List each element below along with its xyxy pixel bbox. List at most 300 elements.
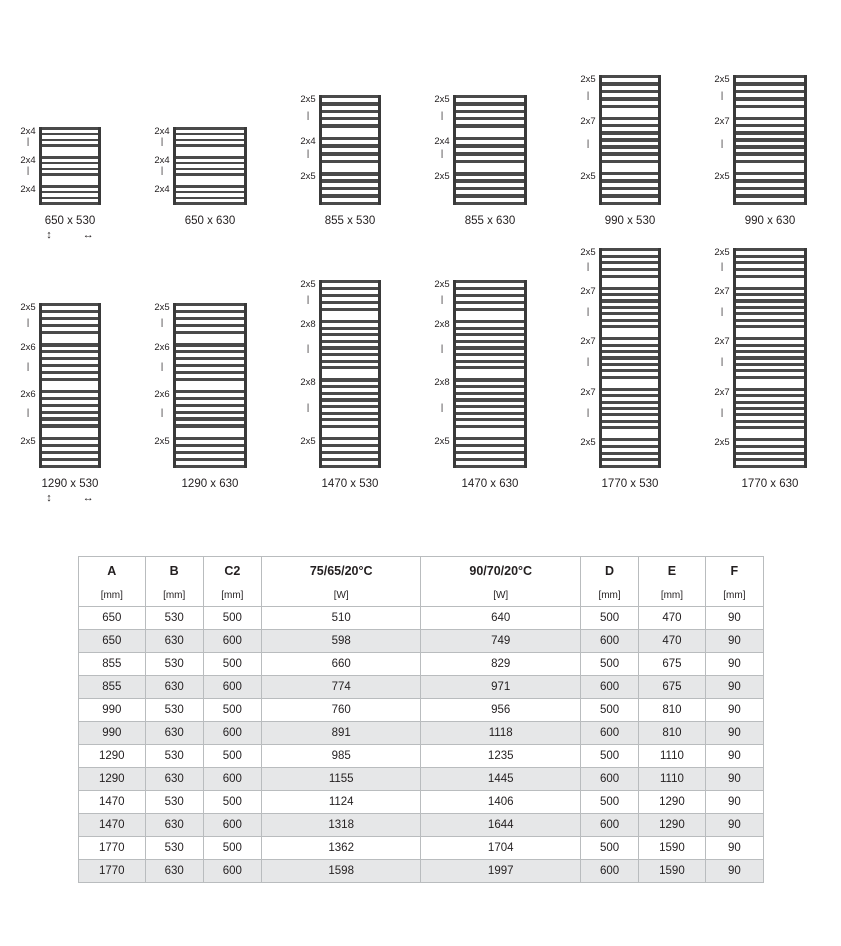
radiator-tube — [42, 185, 98, 188]
section-label-text: 2x7 — [580, 115, 596, 127]
section-divider-tick: | — [440, 148, 444, 159]
radiator-section-gap — [176, 334, 244, 343]
radiator-figure — [154, 302, 247, 468]
radiator-section-gap — [602, 429, 658, 438]
radiator-tube — [176, 378, 244, 381]
radiator-size-caption: 1770 x 530 — [601, 478, 659, 490]
section-divider-tick: | — [160, 317, 164, 328]
section-divider-tick: | — [26, 164, 30, 175]
radiator-tube — [602, 452, 658, 455]
radiator-tube — [42, 324, 98, 327]
table-cell: 90 — [705, 607, 763, 630]
section-label — [430, 172, 454, 205]
radiator-tube — [736, 261, 804, 264]
radiator-tube — [322, 465, 378, 468]
section-label — [576, 117, 600, 172]
table-cell: 90 — [705, 791, 763, 814]
radiator-tube — [42, 343, 98, 346]
table-cell: 1997 — [421, 860, 581, 883]
table-cell: 90 — [705, 722, 763, 745]
radiator-tube — [602, 261, 658, 264]
radiator-tube — [42, 465, 98, 468]
radiator-tube — [602, 350, 658, 353]
radiator-tube — [456, 465, 524, 468]
section-label — [576, 438, 600, 468]
radiator-section — [602, 248, 658, 278]
section-label — [710, 75, 734, 117]
radiator-section-gap — [176, 428, 244, 437]
section-label-text: 2x5 — [580, 171, 596, 183]
table-column-unit: [mm] — [639, 585, 706, 607]
radiator-tube — [456, 294, 524, 297]
radiator-section-gap — [322, 128, 378, 137]
radiator-drawing — [714, 247, 807, 468]
radiator-tube — [736, 445, 804, 448]
table-cell: 500 — [203, 699, 261, 722]
table-cell: 1290 — [79, 768, 146, 791]
radiator-tube — [322, 194, 378, 197]
radiator-section — [602, 172, 658, 205]
table-cell: 600 — [203, 814, 261, 837]
radiator-tube — [176, 168, 244, 171]
radiator-section-gap — [456, 128, 524, 137]
radiator-frame — [154, 126, 247, 205]
table-cell: 600 — [203, 768, 261, 791]
radiator-tube — [42, 437, 98, 440]
radiator-tube — [736, 438, 804, 441]
radiator-section-gap — [456, 311, 524, 320]
section-divider-tick: | — [306, 293, 310, 304]
table-cell: 630 — [145, 814, 203, 837]
radiator-tube — [736, 401, 804, 404]
radiator-tube — [322, 327, 378, 330]
table-cell: 810 — [639, 699, 706, 722]
section-label-text: 2x4 — [20, 126, 36, 137]
radiator-variant — [560, 55, 700, 242]
radiator-tube — [42, 397, 98, 400]
radiator-tube — [602, 401, 658, 404]
radiator-tube — [42, 191, 98, 194]
section-divider-tick: | — [26, 317, 30, 328]
section-divider-tick: | — [586, 356, 590, 367]
radiator-tube — [42, 424, 98, 427]
radiator-section-gap — [736, 108, 804, 117]
table-column-unit: [mm] — [580, 585, 638, 607]
radiator-tube — [456, 187, 524, 190]
radiator-tube — [736, 312, 804, 315]
radiator-tube — [322, 425, 378, 428]
radiator-tube — [602, 152, 658, 155]
table-cell: 774 — [261, 676, 421, 699]
radiator-tube — [42, 451, 98, 454]
radiator-tube — [322, 451, 378, 454]
radiator-size-caption: 1470 x 630 — [461, 478, 519, 490]
radiator-tube — [42, 168, 98, 171]
radiator-tube — [736, 97, 804, 100]
radiator-tube — [42, 133, 98, 136]
radiator-tube — [322, 179, 378, 182]
section-divider-tick: | — [306, 148, 310, 159]
section-label — [430, 95, 454, 137]
radiator-tube — [736, 202, 804, 205]
radiator-tube — [456, 308, 524, 311]
radiator-tube — [322, 333, 378, 336]
radiator-tube — [736, 124, 804, 127]
radiator-drawing — [154, 55, 247, 205]
section-label — [710, 388, 734, 439]
section-label — [710, 337, 734, 388]
table-cell: 600 — [580, 630, 638, 653]
radiator-section — [176, 390, 244, 428]
section-label-text: 2x5 — [154, 435, 170, 447]
radiator-section — [176, 437, 244, 468]
radiator-tube — [602, 312, 658, 315]
radiator-tube — [322, 117, 378, 120]
radiator-tube — [176, 417, 244, 420]
radiator-tube — [456, 124, 524, 127]
section-label-text: 2x8 — [300, 318, 316, 330]
radiator-tube — [176, 444, 244, 447]
table-cell: 640 — [421, 607, 581, 630]
radiator-tube — [602, 426, 658, 429]
radiator-tube — [602, 344, 658, 347]
table-cell: 500 — [203, 745, 261, 768]
radiator-size-caption: 650 x 530 — [44, 215, 96, 227]
radiator-tube — [176, 127, 244, 130]
section-label-text: 2x5 — [714, 74, 730, 85]
radiator-tube — [322, 444, 378, 447]
table-column-header: F — [705, 557, 763, 585]
radiator-section — [456, 378, 524, 428]
table-cell: 660 — [261, 653, 421, 676]
radiator-section-gap — [456, 163, 524, 172]
table-cell: 891 — [261, 722, 421, 745]
radiator-variant — [280, 55, 420, 242]
section-divider-tick: | — [586, 89, 590, 100]
radiator-figure — [580, 74, 661, 205]
dimension-arrows-icon: ↕ ↔ — [46, 492, 108, 504]
radiator-tube — [456, 320, 524, 323]
table-cell: 956 — [421, 699, 581, 722]
radiator-section — [176, 185, 244, 205]
radiator-figure — [714, 74, 807, 205]
table-cell: 90 — [705, 837, 763, 860]
section-divider-tick: | — [720, 305, 724, 316]
radiator-section — [456, 137, 524, 163]
radiator-tube — [602, 306, 658, 309]
radiator-tube — [456, 110, 524, 113]
table-cell: 1235 — [421, 745, 581, 768]
radiator-tube — [736, 356, 804, 359]
section-divider-tick: | — [720, 356, 724, 367]
radiator-figure — [20, 126, 101, 205]
section-label-text: 2x7 — [580, 386, 596, 398]
radiator-tube — [736, 337, 804, 340]
section-divider-tick: | — [306, 109, 310, 120]
section-labels — [576, 75, 600, 205]
radiator-tube — [456, 137, 524, 140]
table-cell: 630 — [145, 860, 203, 883]
section-label-text: 2x5 — [714, 437, 730, 449]
table-cell: 1406 — [421, 791, 581, 814]
radiator-tube — [456, 392, 524, 395]
radiator-section-gap — [322, 369, 378, 378]
radiator-tube — [456, 366, 524, 369]
section-divider-tick: | — [160, 407, 164, 418]
dimension-arrows-icon: ↕ ↔ — [46, 229, 108, 241]
table-cell: 530 — [145, 699, 203, 722]
section-label — [150, 437, 174, 468]
radiator-tube — [456, 95, 524, 98]
radiator-variant — [0, 248, 140, 505]
table-cell: 1290 — [639, 791, 706, 814]
radiator-tube — [736, 275, 804, 278]
table-cell: 530 — [145, 653, 203, 676]
radiator-tube — [42, 127, 98, 130]
radiator-tube — [736, 131, 804, 134]
radiator-tube — [42, 417, 98, 420]
radiator-tube — [602, 363, 658, 366]
radiator-section-gap — [322, 428, 378, 437]
radiator-tube — [736, 452, 804, 455]
radiator-tube — [736, 350, 804, 353]
radiator-tube — [176, 357, 244, 360]
section-label-text: 2x5 — [434, 279, 450, 290]
radiator-tube — [176, 390, 244, 393]
radiator-section — [736, 287, 804, 329]
radiator-tube — [602, 445, 658, 448]
radiator-figure — [300, 279, 381, 468]
radiator-section — [736, 172, 804, 205]
table-column-header: E — [639, 557, 706, 585]
section-divider-tick: | — [720, 89, 724, 100]
table-cell: 971 — [421, 676, 581, 699]
radiator-tube — [736, 376, 804, 379]
section-label — [296, 95, 320, 137]
radiator-tube — [42, 350, 98, 353]
radiator-tube — [602, 97, 658, 100]
section-label — [576, 287, 600, 338]
radiator-tube — [456, 412, 524, 415]
table-column-unit: [W] — [421, 585, 581, 607]
section-label — [296, 172, 320, 205]
radiator-tube — [176, 310, 244, 313]
radiator-tube — [176, 317, 244, 320]
radiator-variant — [280, 248, 420, 505]
table-cell: 650 — [79, 607, 146, 630]
section-label — [430, 320, 454, 379]
radiator-tube — [602, 202, 658, 205]
radiator-drawing — [580, 247, 661, 468]
section-label-text: 2x5 — [434, 171, 450, 183]
section-divider-tick: | — [26, 135, 30, 146]
table-row — [79, 837, 764, 860]
radiator-tube — [736, 179, 804, 182]
radiator-tube — [602, 465, 658, 468]
table-cell: 749 — [421, 630, 581, 653]
section-label — [16, 437, 40, 468]
radiator-tube — [322, 152, 378, 155]
radiator-section — [42, 437, 98, 468]
radiator-section-gap — [736, 163, 804, 172]
radiator-tube — [322, 137, 378, 140]
radiator-tube — [322, 437, 378, 440]
radiator-tube — [602, 179, 658, 182]
table-cell: 500 — [580, 607, 638, 630]
section-divider-tick: | — [26, 360, 30, 371]
table-row — [79, 745, 764, 768]
radiator-tube — [176, 397, 244, 400]
radiator-tube — [322, 110, 378, 113]
section-label-text: 2x5 — [714, 171, 730, 183]
section-divider-tick: | — [26, 407, 30, 418]
radiator-section — [322, 320, 378, 370]
radiator-section-gap — [42, 147, 98, 156]
table-cell: 90 — [705, 745, 763, 768]
radiator-tube — [736, 145, 804, 148]
radiator-tube — [736, 187, 804, 190]
radiator-figure — [154, 126, 247, 205]
radiator-tube — [736, 172, 804, 175]
radiator-size-caption: 1290 x 630 — [181, 478, 239, 490]
radiator-tube — [736, 75, 804, 78]
radiator-tube — [176, 156, 244, 159]
radiator-tube — [736, 344, 804, 347]
radiator-tube — [42, 197, 98, 200]
radiator-section — [456, 172, 524, 205]
radiator-tube — [322, 187, 378, 190]
radiator-tube — [602, 319, 658, 322]
radiator-tube — [602, 124, 658, 127]
radiator-tube — [42, 156, 98, 159]
radiator-tube — [456, 451, 524, 454]
radiator-tube — [456, 444, 524, 447]
section-label-text: 2x5 — [580, 247, 596, 258]
radiator-tube — [602, 268, 658, 271]
section-divider-tick: | — [586, 138, 590, 149]
table-cell: 500 — [203, 653, 261, 676]
radiator-tube — [322, 294, 378, 297]
radiator-tube — [456, 327, 524, 330]
radiator-tube — [736, 407, 804, 410]
radiator-tube — [456, 287, 524, 290]
section-divider-tick: | — [586, 261, 590, 272]
table-column-header: A — [79, 557, 146, 585]
radiator-tube — [602, 275, 658, 278]
radiator-section — [602, 388, 658, 430]
radiator-section — [42, 156, 98, 176]
radiator-tube — [602, 105, 658, 108]
table-column-header: D — [580, 557, 638, 585]
radiator-tube — [736, 319, 804, 322]
table-cell: 1155 — [261, 768, 421, 791]
radiator-tube — [736, 426, 804, 429]
radiator-section — [42, 390, 98, 428]
radiator-tube — [602, 458, 658, 461]
radiator-tube — [456, 301, 524, 304]
radiator-tube — [602, 413, 658, 416]
radiator-drawing — [580, 55, 661, 205]
radiator-tube — [602, 420, 658, 423]
radiator-section — [456, 95, 524, 128]
radiator-tube — [322, 124, 378, 127]
section-label-text: 2x7 — [714, 386, 730, 398]
radiator-tube — [42, 310, 98, 313]
radiator-tube — [602, 293, 658, 296]
table-cell: 500 — [580, 791, 638, 814]
radiator-tube — [736, 117, 804, 120]
section-label — [430, 137, 454, 172]
radiator-tube — [176, 303, 244, 306]
section-label-text: 2x5 — [300, 94, 316, 105]
radiator-figure — [580, 247, 661, 468]
radiator-drawing — [154, 248, 247, 468]
radiator-tube — [456, 202, 524, 205]
radiator-section — [322, 280, 378, 311]
radiator-tube — [736, 293, 804, 296]
radiator-tube — [176, 350, 244, 353]
section-label-text: 2x5 — [300, 171, 316, 183]
radiator-tube — [736, 388, 804, 391]
radiator-tube — [42, 144, 98, 147]
radiator-tube — [736, 160, 804, 163]
table-cell: 600 — [580, 768, 638, 791]
table-cell: 1362 — [261, 837, 421, 860]
table-cell: 650 — [79, 630, 146, 653]
radiator-section — [42, 185, 98, 205]
radiator-tube — [456, 333, 524, 336]
table-cell: 1318 — [261, 814, 421, 837]
radiator-row-2 — [0, 248, 841, 505]
section-divider-tick: | — [586, 305, 590, 316]
radiator-size-caption: 990 x 630 — [744, 215, 796, 227]
radiator-section — [602, 287, 658, 329]
radiator-tube — [42, 162, 98, 165]
table-cell: 598 — [261, 630, 421, 653]
section-label — [710, 248, 734, 287]
radiator-tube — [42, 364, 98, 367]
section-label — [296, 320, 320, 379]
radiator-drawing — [714, 55, 807, 205]
radiator-tube — [456, 346, 524, 349]
radiator-drawing — [300, 248, 381, 468]
radiator-tube — [42, 371, 98, 374]
radiator-tube — [322, 398, 378, 401]
radiator-tube — [42, 303, 98, 306]
section-label — [296, 378, 320, 437]
radiator-variant — [700, 248, 840, 505]
radiator-tube — [602, 82, 658, 85]
radiator-section — [736, 438, 804, 468]
radiator-tube — [322, 102, 378, 105]
radiator-figure — [434, 279, 527, 468]
radiator-tube — [42, 404, 98, 407]
radiator-tube — [176, 162, 244, 165]
section-label — [16, 343, 40, 390]
radiator-variant — [420, 248, 560, 505]
radiator-section — [736, 388, 804, 430]
radiator-tube — [602, 388, 658, 391]
radiator-tube — [602, 145, 658, 148]
radiator-section — [322, 378, 378, 428]
radiator-section-gap — [736, 379, 804, 388]
section-label-text: 2x6 — [20, 342, 36, 354]
radiator-tube — [456, 172, 524, 175]
table-column-header: 75/65/20°C — [261, 557, 421, 585]
section-label-text: 2x4 — [154, 126, 170, 137]
section-label-text: 2x5 — [580, 437, 596, 449]
radiator-tube — [602, 90, 658, 93]
